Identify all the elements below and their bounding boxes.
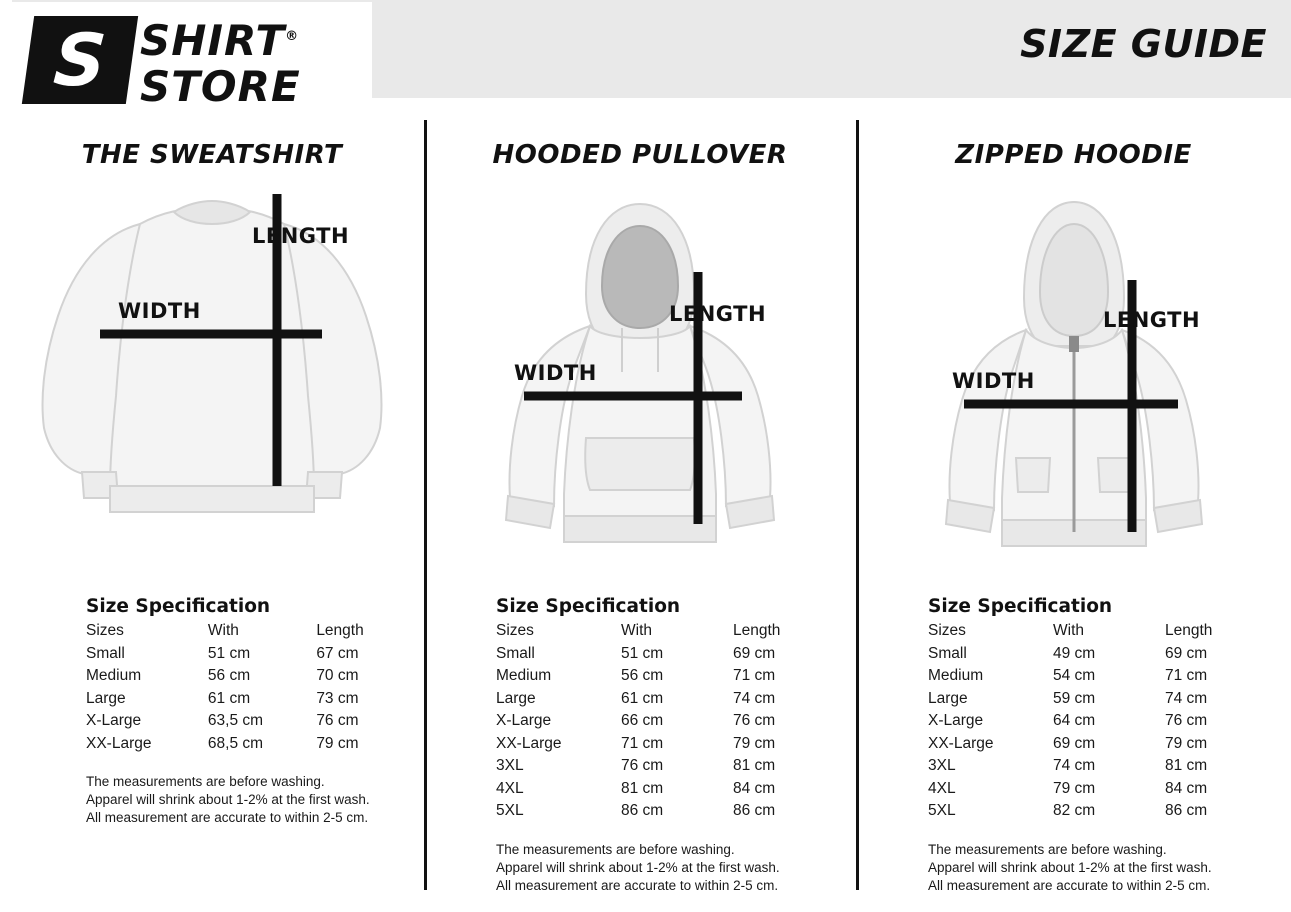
- garment-illustration-zipped-hoodie: [856, 176, 1291, 596]
- cell-size: X-Large: [928, 712, 984, 729]
- header-length: Length: [1165, 622, 1213, 639]
- logo-s-letter: S: [51, 18, 109, 102]
- note-line: All measurement are accurate to within 2-5 cm.: [928, 877, 1211, 893]
- spec-hooded-pullover: [424, 596, 856, 895]
- cell-width: 51 cm: [207, 644, 251, 662]
- table-row: [496, 712, 833, 735]
- cell-length: 86 cm: [1165, 802, 1208, 819]
- cell-width: 81 cm: [621, 779, 664, 797]
- left-page-margin: [0, 0, 12, 912]
- cell-length: 67 cm: [316, 644, 359, 662]
- table-row: [86, 667, 414, 690]
- page-header: [0, 0, 1291, 111]
- cell-size: Medium: [86, 667, 142, 684]
- table-row: [496, 667, 833, 690]
- header-width: With: [1053, 622, 1084, 639]
- cell-width: 56 cm: [621, 667, 664, 684]
- spec-title-zipped-hoodie: Size Specification: [928, 596, 1113, 617]
- cell-width: 63,5 cm: [207, 712, 264, 729]
- cell-size: XX-Large: [928, 734, 994, 752]
- cell-width: 64 cm: [1053, 712, 1096, 729]
- notes-sweatshirt: [86, 773, 414, 827]
- notes-hooded-pullover: [496, 841, 846, 895]
- cell-length: 71 cm: [1165, 667, 1208, 684]
- width-label-zipped-hoodie: WIDTH: [952, 369, 1035, 393]
- table-header-row: [86, 622, 414, 645]
- cell-length: 79 cm: [733, 734, 776, 752]
- table-row: [496, 645, 833, 668]
- table-row: [496, 757, 833, 780]
- cell-length: 84 cm: [733, 779, 776, 797]
- page-title: SIZE GUIDE: [1020, 22, 1267, 66]
- cell-length: 76 cm: [733, 712, 776, 729]
- cell-length: 86 cm: [733, 802, 776, 819]
- cell-size: X-Large: [86, 712, 142, 729]
- cell-length: 81 cm: [1165, 757, 1208, 774]
- table-row: [496, 690, 833, 713]
- note-line: Apparel will shrink about 1-2% at the first wash.: [86, 792, 370, 807]
- header-sizes: Sizes: [86, 622, 124, 639]
- cell-size: 4XL: [496, 779, 524, 797]
- header-sizes: Sizes: [496, 622, 534, 639]
- table-row: [928, 735, 1265, 758]
- cell-length: 76 cm: [316, 712, 359, 729]
- cell-width: 69 cm: [1053, 734, 1096, 752]
- table-row: [928, 780, 1265, 803]
- cell-size: Large: [928, 689, 968, 707]
- cell-size: Large: [496, 689, 536, 707]
- cell-width: 66 cm: [621, 712, 664, 729]
- column-title-sweatshirt: THE SWEATSHIRT: [81, 140, 343, 170]
- cell-width: 59 cm: [1053, 689, 1096, 707]
- table-row: [86, 645, 414, 668]
- table-row: [928, 757, 1265, 780]
- cell-width: 49 cm: [1053, 644, 1096, 662]
- cell-size: 5XL: [928, 802, 956, 819]
- table-header-row: [928, 622, 1265, 645]
- header-width: With: [207, 622, 239, 639]
- spec-zipped-hoodie: [856, 596, 1291, 895]
- cell-size: Small: [496, 644, 535, 662]
- table-row: [86, 712, 414, 735]
- cell-length: 76 cm: [1165, 712, 1208, 729]
- length-label-zipped-hoodie: LENGTH: [1103, 308, 1201, 332]
- cell-length: 81 cm: [733, 757, 776, 774]
- cell-length: 71 cm: [733, 667, 776, 684]
- header-width: With: [621, 622, 652, 639]
- table-row: [496, 735, 833, 758]
- size-table-sweatshirt: [86, 622, 414, 757]
- cell-length: 69 cm: [1165, 644, 1208, 662]
- note-line: All measurement are accurate to within 2-5 cm.: [86, 810, 369, 825]
- length-label-sweatshirt: LENGTH: [252, 224, 350, 248]
- size-table-hooded-pullover: [496, 622, 833, 825]
- cell-length: 84 cm: [1165, 779, 1208, 797]
- garment-illustration-hooded-pullover: [424, 176, 856, 596]
- table-row: [928, 712, 1265, 735]
- cell-width: 68,5 cm: [207, 734, 264, 752]
- cell-width: 56 cm: [207, 667, 251, 684]
- header-sizes: Sizes: [928, 622, 966, 639]
- spec-title-sweatshirt: Size Specification: [86, 596, 271, 617]
- width-label-hooded-pullover: WIDTH: [514, 361, 597, 385]
- garment-illustration-sweatshirt: [0, 176, 424, 596]
- logo-line-2: STORE: [140, 62, 301, 111]
- width-label-sweatshirt: WIDTH: [118, 299, 201, 323]
- header-length: Length: [316, 622, 364, 639]
- cell-length: 79 cm: [1165, 734, 1208, 752]
- cell-size: Medium: [496, 667, 552, 684]
- table-row: [928, 802, 1265, 825]
- cell-size: Small: [86, 644, 125, 662]
- size-guide-columns: [0, 98, 1291, 912]
- cell-width: 61 cm: [621, 689, 664, 707]
- cell-size: X-Large: [496, 712, 552, 729]
- note-line: The measurements are before washing.: [86, 774, 325, 789]
- logo-line-1: SHIRT: [140, 16, 286, 65]
- spec-sweatshirt: [0, 596, 424, 827]
- note-line: Apparel will shrink about 1-2% at the first wash.: [496, 859, 780, 875]
- table-row: [928, 667, 1265, 690]
- cell-width: 54 cm: [1053, 667, 1096, 684]
- registered-trademark-icon: ®: [285, 29, 300, 44]
- table-row: [928, 645, 1265, 668]
- cell-width: 76 cm: [621, 757, 664, 774]
- cell-size: XX-Large: [86, 734, 152, 752]
- cell-width: 71 cm: [621, 734, 664, 752]
- cell-size: 3XL: [496, 757, 524, 774]
- cell-length: 73 cm: [316, 689, 359, 707]
- cell-size: Small: [928, 644, 967, 662]
- cell-width: 86 cm: [621, 802, 664, 819]
- cell-length: 74 cm: [733, 689, 776, 707]
- note-line: Apparel will shrink about 1-2% at the first wash.: [928, 859, 1212, 875]
- zipped-hoodie-icon: [884, 176, 1264, 576]
- cell-size: Large: [86, 689, 126, 707]
- size-table-zipped-hoodie: [928, 622, 1265, 825]
- cell-size: 3XL: [928, 757, 956, 774]
- column-title-hooded-pullover: HOODED PULLOVER: [492, 140, 788, 170]
- cell-length: 79 cm: [316, 734, 359, 752]
- table-header-row: [496, 622, 833, 645]
- table-row: [928, 690, 1265, 713]
- table-row: [496, 802, 833, 825]
- logo-wordmark: [140, 14, 301, 110]
- cell-width: 74 cm: [1053, 757, 1096, 774]
- cell-size: 4XL: [928, 779, 956, 797]
- cell-length: 70 cm: [316, 667, 359, 684]
- note-line: The measurements are before washing.: [928, 841, 1167, 857]
- cell-width: 79 cm: [1053, 779, 1096, 797]
- note-line: All measurement are accurate to within 2-5 cm.: [496, 877, 779, 893]
- logo-s-mark: [22, 16, 138, 104]
- table-row: [496, 780, 833, 803]
- cell-length: 69 cm: [733, 644, 776, 662]
- hooded-pullover-icon: [450, 176, 830, 576]
- cell-size: Medium: [928, 667, 984, 684]
- cell-width: 61 cm: [207, 689, 251, 707]
- column-title-zipped-hoodie: ZIPPED HOODIE: [955, 140, 1192, 170]
- column-zipped-hoodie: [856, 98, 1291, 912]
- note-line: The measurements are before washing.: [496, 841, 735, 857]
- header-length: Length: [733, 622, 781, 639]
- column-sweatshirt: [0, 98, 424, 912]
- cell-size: XX-Large: [496, 734, 562, 752]
- column-hooded-pullover: [424, 98, 856, 912]
- table-row: [86, 735, 414, 758]
- cell-length: 74 cm: [1165, 689, 1208, 707]
- cell-width: 51 cm: [621, 644, 664, 662]
- cell-size: 5XL: [496, 802, 524, 819]
- cell-width: 82 cm: [1053, 802, 1096, 819]
- table-row: [86, 690, 414, 713]
- notes-zipped-hoodie: [928, 841, 1281, 895]
- length-label-hooded-pullover: LENGTH: [669, 302, 767, 326]
- spec-title-hooded-pullover: Size Specification: [496, 596, 681, 617]
